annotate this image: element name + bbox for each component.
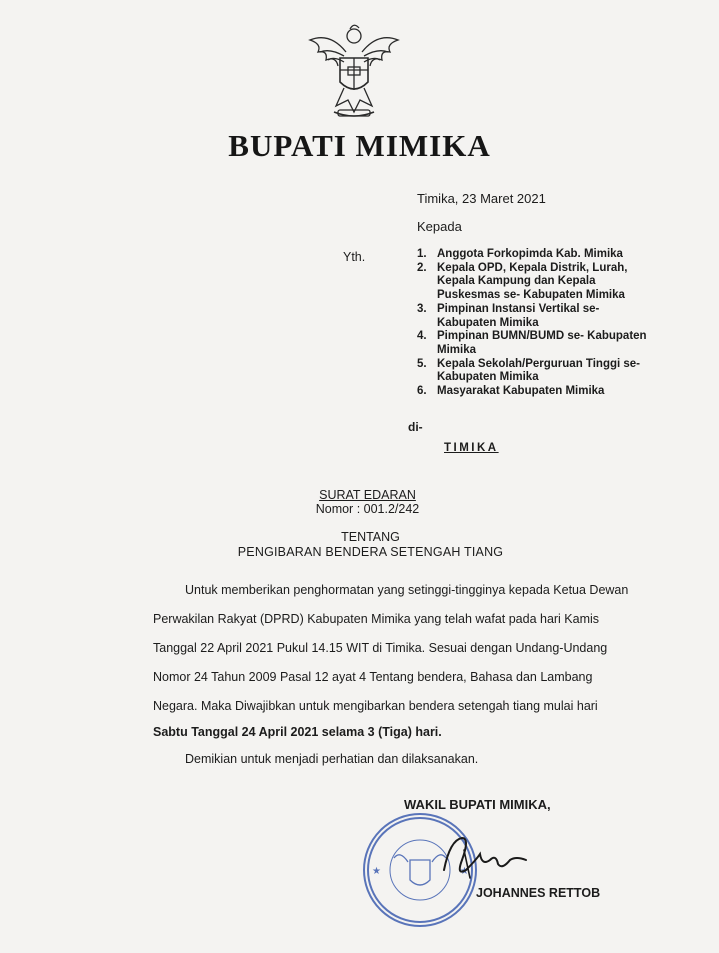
body-line: Tanggal 22 April 2021 Pukul 14.15 WIT di Timika. Sesuai dengan Undang-Undang — [153, 641, 608, 655]
recipient-list — [417, 248, 657, 399]
signatory-position: WAKIL BUPATI MIMIKA, — [404, 797, 551, 812]
body-line: Untuk memberikan penghormatan yang setinggi-tingginya kepada Ketua Dewan — [185, 583, 629, 597]
body-line: Nomor 24 Tahun 2009 Pasal 12 ayat 4 Tentang bendera, Bahasa dan Lambang — [153, 670, 593, 684]
body-line: Perwakilan Rakyat (DPRD) Kabupaten Mimika yang telah wafat pada hari Kamis — [153, 612, 600, 626]
subject-title: PENGIBARAN BENDERA SETENGAH TIANG — [237, 545, 504, 559]
body-line: Negara. Maka Diwajibkan untuk mengibarkan bendera setengah tiang mulai hari — [153, 699, 598, 713]
document-type: SURAT EDARAN — [319, 488, 416, 502]
addressee-label: Kepada — [417, 219, 462, 234]
di-label: di- — [408, 420, 423, 434]
closing-sentence: Demikian untuk menjadi perhatian dan dilaksanakan. — [185, 752, 479, 766]
svg-text:★: ★ — [460, 866, 469, 877]
destination-city: TIMIKA — [444, 442, 499, 454]
recipient-item: 4. Pimpinan BUMN/BUMD se- Kabupaten Mimika — [417, 330, 647, 356]
recipient-item: 6. Masyarakat Kabupaten Mimika — [417, 385, 605, 398]
svg-text:★: ★ — [372, 866, 381, 877]
recipient-item: 5. Kepala Sekolah/Perguruan Tinggi se- Kabupaten Mimika — [417, 357, 641, 384]
garuda-emblem-icon — [300, 22, 408, 124]
signatory-name: JOHANNES RETTOB — [476, 886, 601, 900]
yth-label: Yth. — [343, 250, 366, 264]
tentang-label: TENTANG — [341, 530, 400, 544]
document-number: Nomor : 001.2/242 — [315, 502, 420, 516]
recipient-item: 1. Anggota Forkopimda Kab. Mimika — [417, 248, 623, 260]
recipient-item: 2. Kepala OPD, Kepala Distrik, Lurah, Kepala Kampung dan Kepala Puskesmas se- Kabupaten Mimika — [417, 261, 628, 302]
recipient-item: 3. Pimpinan Instansi Vertikal se- Kabupaten Mimika — [417, 302, 600, 329]
letterhead-title: BUPATI MIMIKA — [228, 128, 491, 163]
handwritten-signature-icon — [440, 830, 530, 886]
place-date: Timika, 23 Maret 2021 — [417, 191, 546, 206]
body-line: Sabtu Tanggal 24 April 2021 selama 3 (Tiga) hari. — [153, 725, 442, 739]
